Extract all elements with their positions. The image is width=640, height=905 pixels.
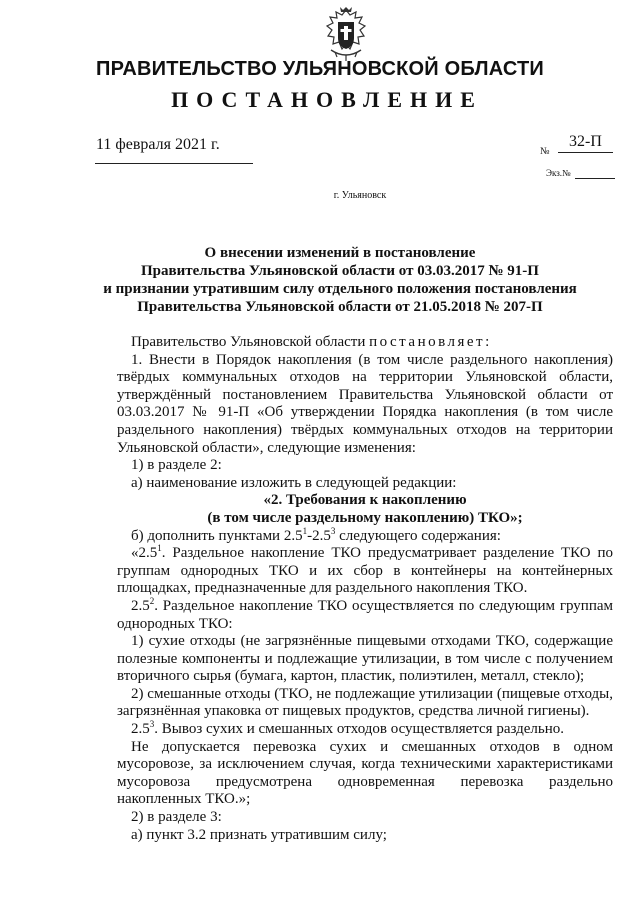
- text: . Раздельное накопление ТКО предусматривает разделение ТКО по группам однородных ТКО и их сбор в контейнеры на контейнерных площадках, предназначенные для раздельного накопления ТКО.: [117, 545, 613, 597]
- section-heading-line: «2. Требования к накоплению: [263, 492, 467, 509]
- superscript: 3: [330, 525, 336, 536]
- superscript: 2: [149, 595, 155, 606]
- government-title: ПРАВИТЕЛЬСТВО УЛЬЯНОВСКОЙ ОБЛАСТИ: [96, 58, 544, 80]
- text: 2.5: [131, 597, 150, 614]
- section-heading-line: (в том числе раздельному накоплению) ТКО»;: [207, 509, 523, 526]
- paragraph: 2) в разделе 3:: [131, 809, 222, 826]
- document-type-title: ПОСТАНОВЛЕНИЕ: [171, 87, 483, 112]
- paragraph: а) пункт 3.2 признать утратившим силу;: [131, 826, 387, 843]
- title-line: Правительства Ульяновской области от 21.05.2018 № 207-П: [137, 299, 543, 315]
- superscript: 1: [302, 525, 308, 536]
- document-date: 11 февраля 2021 г.: [96, 136, 220, 153]
- coat-of-arms-emblem: [323, 6, 369, 62]
- text: «2.5: [131, 545, 158, 562]
- title-line: О внесении изменений в постановление: [204, 245, 476, 261]
- city-name: г. Ульяновск: [333, 190, 387, 201]
- superscript: 1: [157, 543, 162, 554]
- paragraph: 1. Внести в Порядок накопления (в том числе раздельного накопления) твёрдых коммунальных отходов на территории Ульяновской области, утверждённый постановлением Правительства Ульяновской области от 03.03.2017 № 91-П «Об утверждении Порядка накопления (в том числе раздельного накопления) твёрдых коммунальных отходов на территории Ульяновской области», следующие изменения:: [117, 351, 613, 456]
- text: . Вывоз сухих и смешанных отходов осуществляется раздельно.: [154, 721, 565, 738]
- paragraph: 2) смешанные отходы (ТКО, не подлежащие утилизации (пищевые отходы, загрязнённая упаковка от пищевых продуктов, средства личной гигиены).: [117, 685, 613, 720]
- paragraph: Не допускается перевозка сухих и смешанных отходов в одном мусоровозе, за исключением случая, когда техническими характеристиками мусоровоза предусмотрена одновременная перевозка раздельно накопленных ТКО.»;: [117, 738, 613, 808]
- copy-number-line: [575, 178, 615, 179]
- intro-text: Правительство Ульяновской области: [131, 334, 370, 350]
- date-underline: [95, 163, 253, 164]
- document-body: [117, 334, 613, 844]
- intro-paragraph: [117, 334, 613, 352]
- document-number: 32-П: [558, 132, 613, 153]
- document-title: [90, 244, 590, 316]
- paragraph: [117, 545, 613, 598]
- title-line: Правительства Ульяновской области от 03.03.2017 № 91-П: [141, 263, 539, 279]
- paragraph: [117, 721, 613, 739]
- paragraph: а) наименование изложить в следующей редакции:: [131, 474, 457, 491]
- paragraph: 1) в разделе 2:: [131, 457, 222, 474]
- text: . Раздельное накопление ТКО осуществляется по следующим группам однородных ТКО:: [117, 597, 613, 632]
- paragraph: [117, 595, 613, 633]
- text: следующего содержания:: [335, 527, 501, 544]
- title-line: и признании утратившим силу отдельного положения постановления: [103, 281, 577, 297]
- number-label: №: [540, 146, 550, 157]
- paragraph: 1) сухие отходы (не загрязнённые пищевыми отходами ТКО, содержащие полезные компоненты и подлежащие утилизации, в том числе с получением вторичного сырья (бумага, картон, пластик, полиэтилен, металл, стекло);: [117, 633, 613, 685]
- copy-number-label: Экз.№: [546, 168, 571, 178]
- paragraph: [117, 525, 613, 546]
- intro-keyword: постановляет:: [369, 334, 492, 350]
- text: б) дополнить пунктами 2.5: [131, 527, 303, 544]
- superscript: 3: [149, 719, 155, 730]
- text: -2.5: [307, 527, 331, 544]
- text: 2.5: [131, 721, 150, 738]
